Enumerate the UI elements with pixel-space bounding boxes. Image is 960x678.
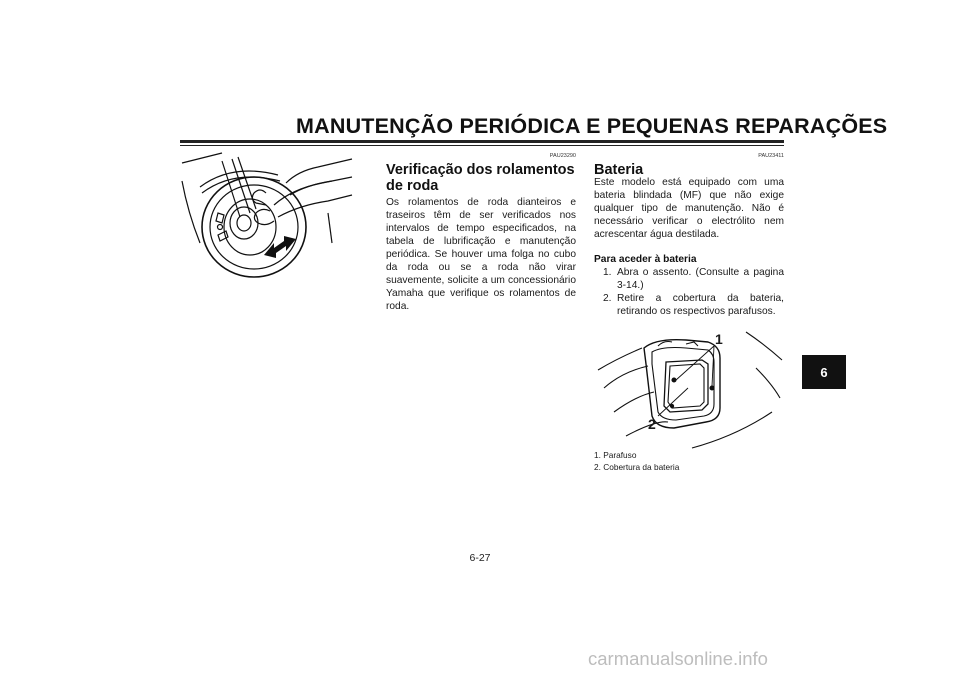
section-body: Os rolamentos de roda dianteiros e traseiros têm de ser verificados nos intervalos de tempo especificados, na tabela de lubrificação e manutenção periódica. Se houver uma folga no cubo da roda ou se a roda não virar suavemente, solicite a um concessionário Yamaha que verifique os rolamentos de roda.	[386, 197, 576, 312]
step-number: 2.	[603, 293, 612, 304]
battery-cover-illustration	[596, 324, 782, 448]
caption: 1. Parafuso	[594, 450, 637, 460]
callout-1: 1	[715, 331, 723, 347]
list-item	[603, 266, 784, 292]
title-rule-thin	[180, 145, 784, 146]
caption: 2. Cobertura da bateria	[594, 462, 680, 472]
chapter-tab: 6	[802, 355, 846, 389]
section-code: PAU23411	[758, 153, 784, 159]
step-text: Retire a cobertura da bateria, retirando os respectivos parafusos.	[617, 293, 784, 317]
section-heading: Verificação dos rolamentos de roda	[386, 162, 575, 194]
watermark: carmanualsonline.info	[588, 648, 768, 669]
section-code: PAU23290	[549, 153, 576, 159]
step-text: Abra o assento. (Consulte a pagina 3-14.)	[617, 267, 784, 291]
page-number: 6-27	[469, 552, 491, 564]
subheading: Para aceder à bateria	[594, 254, 697, 265]
callout-2: 2	[648, 416, 656, 432]
wheel-bearing-check-illustration	[182, 153, 352, 277]
section-body: Este modelo está equipado com uma bateria blindada (MF) que não exige qualquer tipo de manutenção. Não é necessário verificar o electrólito nem acrescentar água destilada.	[594, 177, 784, 240]
step-number: 1.	[603, 267, 612, 278]
title-rule	[180, 140, 784, 143]
page-title: MANUTENÇÃO PERIÓDICA E PEQUENAS REPARAÇÕES	[296, 114, 888, 138]
section-heading: Bateria	[594, 162, 644, 178]
list-item	[603, 292, 784, 318]
